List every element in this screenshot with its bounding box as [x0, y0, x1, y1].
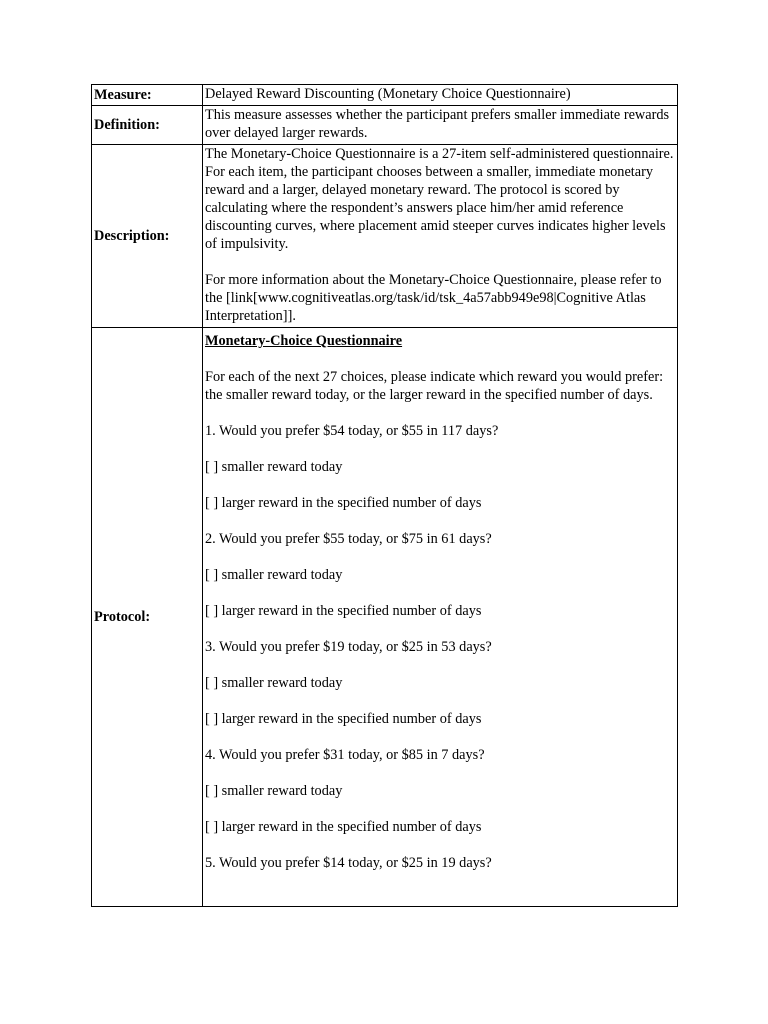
- question-5: 5. Would you prefer $14 today, or $25 in 19 days?: [205, 855, 492, 871]
- description-row: [92, 145, 678, 328]
- definition-label: Definition:: [92, 106, 203, 145]
- protocol-cell: [203, 328, 678, 907]
- question-4-option-smaller[interactable]: [ ] smaller reward today: [205, 783, 343, 799]
- question-4: 4. Would you prefer $31 today, or $85 in 7 days?: [205, 747, 485, 763]
- question-4-option-larger[interactable]: [ ] larger reward in the specified number of days: [205, 819, 482, 835]
- measure-table: [91, 84, 678, 907]
- question-1-option-larger[interactable]: [ ] larger reward in the specified number of days: [205, 495, 482, 511]
- protocol-title: Monetary-Choice Questionnaire: [205, 333, 403, 349]
- question-1: 1. Would you prefer $54 today, or $55 in 117 days?: [205, 423, 499, 439]
- question-1-option-smaller[interactable]: [ ] smaller reward today: [205, 459, 343, 475]
- question-3-option-larger[interactable]: [ ] larger reward in the specified number of days: [205, 711, 482, 727]
- definition-value: This measure assesses whether the participant prefers smaller immediate rewards over delayed larger rewards.: [203, 106, 678, 145]
- measure-label: Measure:: [92, 85, 203, 106]
- measure-row: [92, 85, 678, 106]
- measure-value: Delayed Reward Discounting (Monetary Choice Questionnaire): [203, 85, 678, 106]
- protocol-row: [92, 328, 678, 907]
- question-3: 3. Would you prefer $19 today, or $25 in 53 days?: [205, 639, 492, 655]
- protocol-instructions: For each of the next 27 choices, please indicate which reward you would prefer: the smaller reward today, or the larger reward in the specified number of days.: [205, 369, 664, 403]
- description-label: Description:: [92, 145, 203, 328]
- question-3-option-smaller[interactable]: [ ] smaller reward today: [205, 675, 343, 691]
- question-2-option-larger[interactable]: [ ] larger reward in the specified number of days: [205, 603, 482, 619]
- question-2: 2. Would you prefer $55 today, or $75 in 61 days?: [205, 531, 492, 547]
- description-more-info: For more information about the Monetary-Choice Questionnaire, please refer to the [link[www.cognitiveatlas.org/task/id/tsk_4a57abb949e98|Cognitive Atlas Interpretation]].: [205, 272, 662, 324]
- question-2-option-smaller[interactable]: [ ] smaller reward today: [205, 567, 343, 583]
- definition-row: [92, 106, 678, 145]
- protocol-label: Protocol:: [92, 328, 203, 907]
- description-cell: [203, 145, 678, 328]
- description-paragraph: The Monetary-Choice Questionnaire is a 27-item self-administered questionnaire. For each item, the participant chooses between a smaller, immediate monetary reward and a larger, delayed monetary reward. The protocol is scored by calculating where the respondent’s answers place him/her amid reference discounting curves, where placement amid steeper curves indicates higher levels of impulsivity.: [205, 146, 674, 252]
